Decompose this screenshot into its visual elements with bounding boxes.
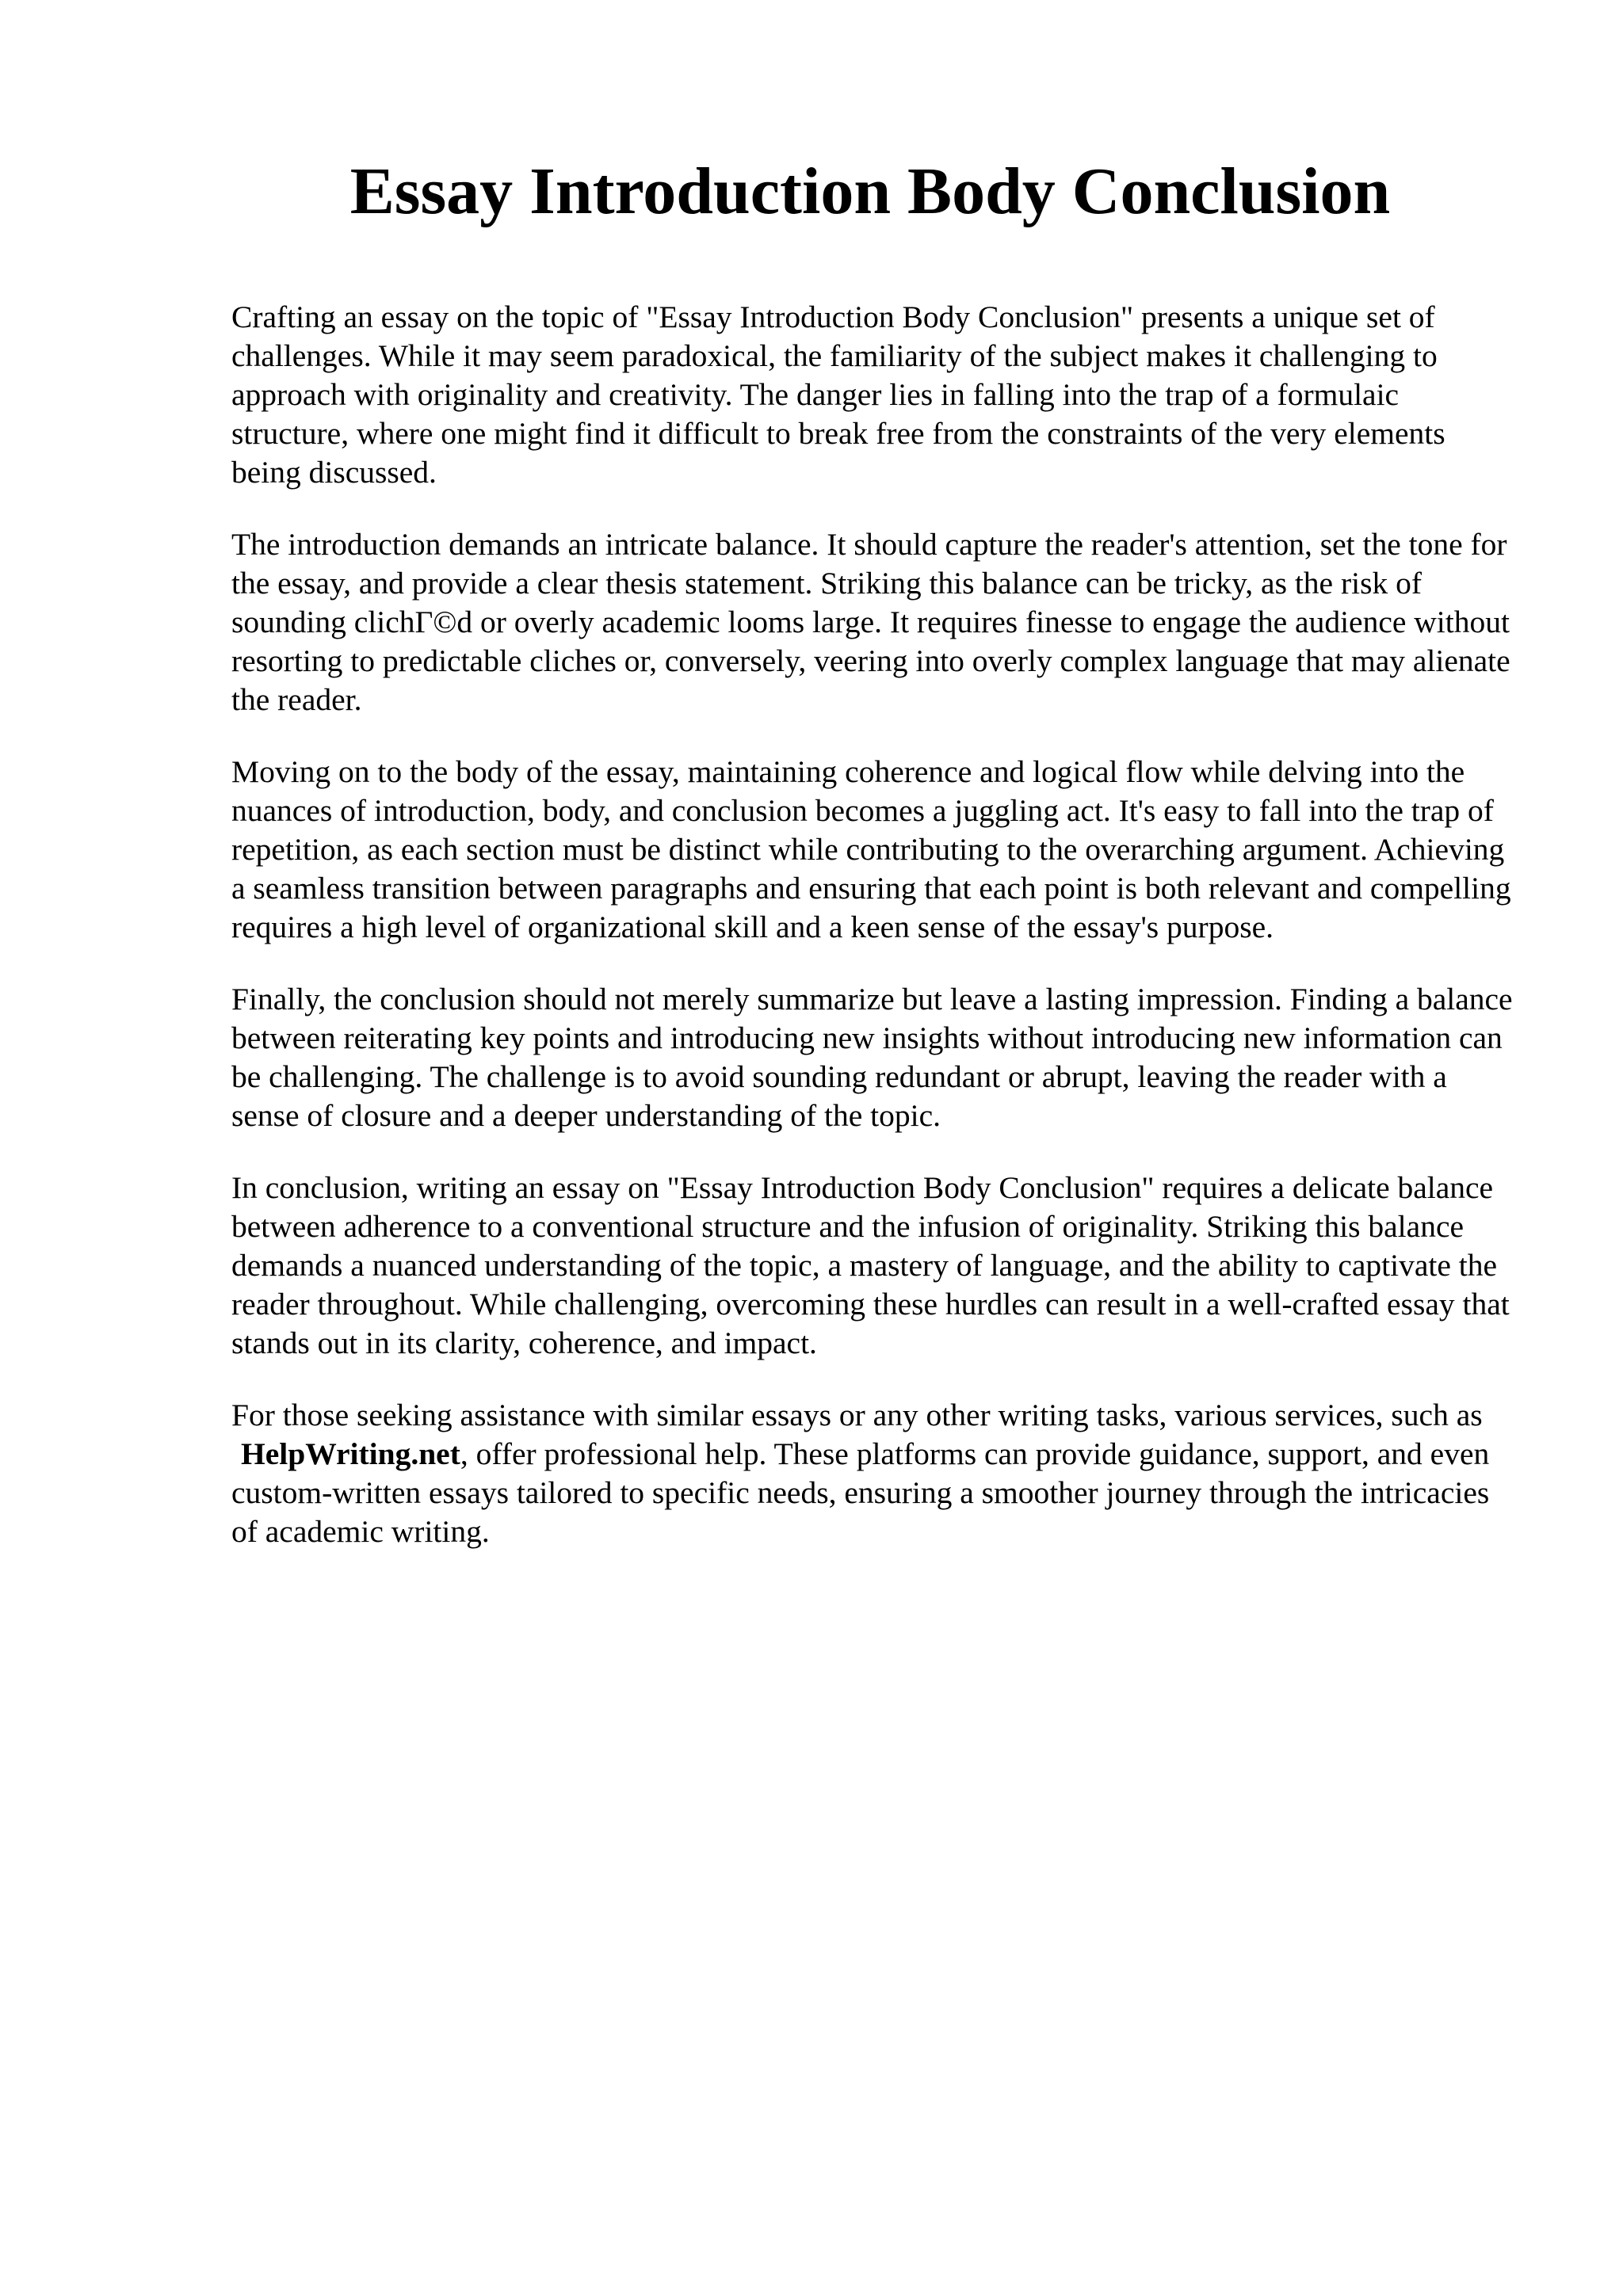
paragraph-2: The introduction demands an intricate balance. It should capture the reader's attention, set the tone for the essay, and provide a clear thesis statement. Striking this balance can be tricky, as the risk of sounding clichГ©d or overly academic looms large. It requires finesse to engage the audience without resorting to predictable cliches or, conversely, veering into overly complex language that may alienate the reader.: [231, 527, 1510, 717]
paragraph-1: Crafting an essay on the topic of "Essay Introduction Body Conclusion" presents a unique set of challenges. While it may seem paradoxical, the familiarity of the subject makes it challenging to approach with originality and creativity. The danger lies in falling into the trap of a formulaic structure, where one might find it difficult to break free from the constraints of the very elements being discussed.: [231, 299, 1445, 490]
document-title: Essay Introduction Body Conclusion: [349, 154, 1391, 228]
paragraph-5: In conclusion, writing an essay on "Essay Introduction Body Conclusion" requires a delicate balance between adherence to a conventional structure and the infusion of originality. Striking this balance demands a nuanced understanding of the topic, a mastery of language, and the ability to captivate the reader throughout. While challenging, overcoming these hurdles can result in a well-crafted essay that stands out in its clarity, coherence, and impact.: [231, 1170, 1510, 1360]
paragraph-6-text-after: , offer professional help. These platforms can provide guidance, support, and even custom-written essays tailored to specific needs, ensuring a smoother journey through the intricacies of academic writing.: [231, 1436, 1490, 1549]
paragraph-6: [231, 1396, 1515, 1551]
paragraph-3: Moving on to the body of the essay, maintaining coherence and logical flow while delving into the nuances of introduction, body, and conclusion becomes a juggling act. It's easy to fall into the trap of repetition, as each section must be distinct while contributing to the overarching argument. Achieving a seamless transition between paragraphs and ensuring that each point is both relevant and compelling requires a high level of organizational skill and a keen sense of the essay's purpose.: [231, 754, 1511, 944]
paragraph-4: Finally, the conclusion should not merely summarize but leave a lasting impression. Finding a balance between reiterating key points and introducing new insights without introducing new information can be challenging. The challenge is to avoid sounding redundant or abrupt, leaving the reader with a sense of closure and a deeper understanding of the topic.: [231, 982, 1513, 1133]
document-body: [231, 298, 1515, 1585]
paragraph-6-text-before: For those seeking assistance with similar essays or any other writing tasks, various services, such as: [231, 1398, 1483, 1432]
helpwriting-link[interactable]: HelpWriting.net: [241, 1436, 460, 1471]
